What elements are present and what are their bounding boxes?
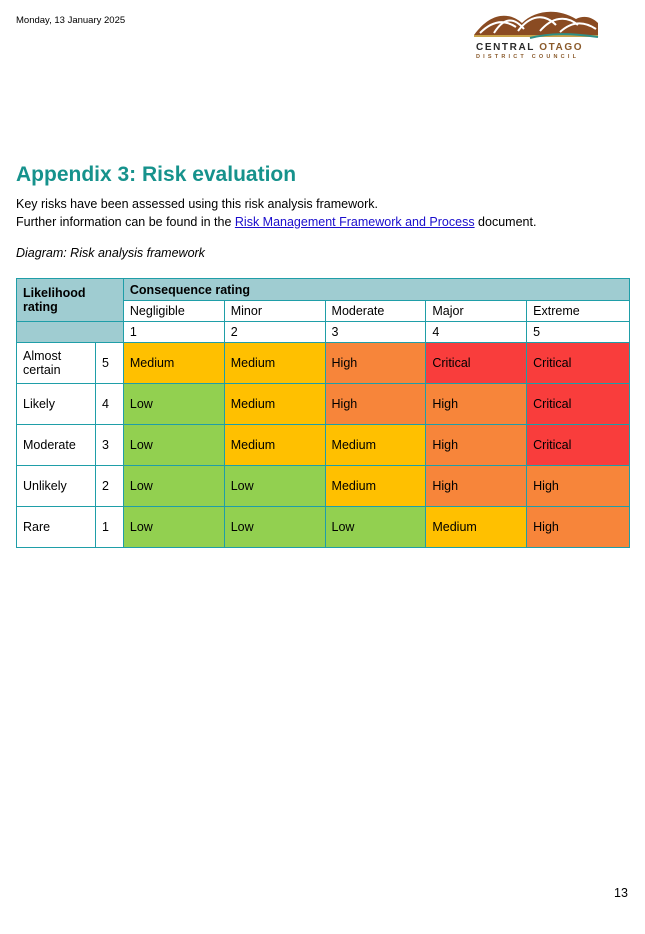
logo-wordmark: CENTRAL OTAGO	[476, 42, 584, 53]
table-row	[17, 507, 630, 548]
risk-level-cell: High	[325, 343, 426, 384]
risk-level-cell: Medium	[123, 343, 224, 384]
likelihood-score: 1	[95, 507, 123, 548]
intro-text	[16, 195, 536, 231]
risk-level-cell: High	[426, 466, 527, 507]
consequence-score: 2	[224, 322, 325, 343]
page-number: 13	[614, 886, 628, 900]
risk-level-cell: Medium	[325, 466, 426, 507]
risk-framework-link[interactable]: Risk Management Framework and Process	[234, 215, 475, 229]
risk-level-cell: Low	[224, 507, 325, 548]
risk-level-cell: Low	[123, 507, 224, 548]
risk-matrix-table	[16, 278, 630, 548]
likelihood-header: Likelihood rating	[17, 279, 124, 322]
risk-level-cell: Medium	[224, 425, 325, 466]
risk-level-cell: Medium	[325, 425, 426, 466]
likelihood-label: Almost certain	[17, 343, 96, 384]
council-logo	[470, 5, 602, 61]
likelihood-label: Rare	[17, 507, 96, 548]
consequence-label: Moderate	[325, 301, 426, 322]
page-title: Appendix 3: Risk evaluation	[16, 163, 297, 186]
risk-level-cell: High	[426, 384, 527, 425]
table-row	[17, 343, 630, 384]
risk-level-cell: Critical	[527, 425, 630, 466]
table-row	[17, 425, 630, 466]
risk-level-cell: Medium	[224, 384, 325, 425]
consequence-label: Major	[426, 301, 527, 322]
risk-matrix-body	[17, 343, 630, 548]
diagram-caption: Diagram: Risk analysis framework	[16, 246, 205, 260]
consequence-header: Consequence rating	[123, 279, 629, 301]
risk-level-cell: High	[325, 384, 426, 425]
likelihood-score: 4	[95, 384, 123, 425]
likelihood-label: Likely	[17, 384, 96, 425]
risk-level-cell: Low	[224, 466, 325, 507]
likelihood-score: 5	[95, 343, 123, 384]
risk-level-cell: Low	[325, 507, 426, 548]
intro-line-1: Key risks have been assessed using this risk analysis framework.	[16, 197, 378, 211]
mountain-logo-icon	[470, 5, 602, 41]
logo-subtitle: DISTRICT COUNCIL	[476, 54, 580, 60]
likelihood-score: 3	[95, 425, 123, 466]
likelihood-label: Unlikely	[17, 466, 96, 507]
consequence-label: Minor	[224, 301, 325, 322]
consequence-label: Negligible	[123, 301, 224, 322]
consequence-label: Extreme	[527, 301, 630, 322]
risk-level-cell: High	[527, 466, 630, 507]
risk-level-cell: Critical	[426, 343, 527, 384]
risk-level-cell: Low	[123, 425, 224, 466]
risk-level-cell: Critical	[527, 343, 630, 384]
likelihood-score: 2	[95, 466, 123, 507]
consequence-score: 5	[527, 322, 630, 343]
likelihood-label: Moderate	[17, 425, 96, 466]
risk-level-cell: Critical	[527, 384, 630, 425]
risk-level-cell: Low	[123, 384, 224, 425]
consequence-score: 1	[123, 322, 224, 343]
consequence-score: 4	[426, 322, 527, 343]
risk-level-cell: High	[426, 425, 527, 466]
table-row	[17, 466, 630, 507]
header-spacer	[17, 322, 124, 343]
risk-level-cell: Medium	[224, 343, 325, 384]
page-date: Monday, 13 January 2025	[16, 15, 126, 26]
risk-level-cell: High	[527, 507, 630, 548]
risk-level-cell: Low	[123, 466, 224, 507]
consequence-score: 3	[325, 322, 426, 343]
table-row	[17, 384, 630, 425]
risk-level-cell: Medium	[426, 507, 527, 548]
intro-line-2: Further information can be found in the Risk Management Framework and Process document.	[16, 215, 537, 229]
